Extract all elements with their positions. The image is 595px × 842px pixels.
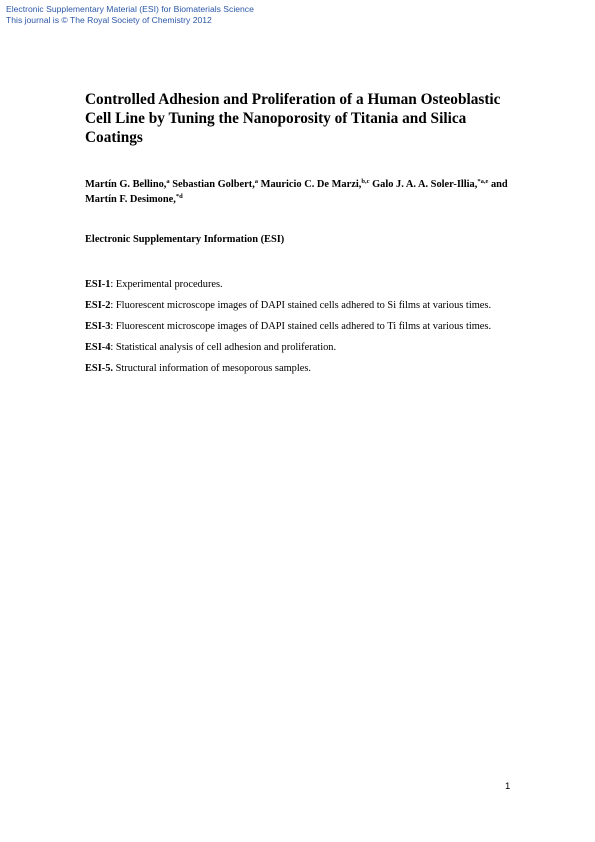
paper-title: Controlled Adhesion and Proliferation of a Human Osteoblastic Cell Line by Tuning the Nanoporosity of Titania and Silica Coatings xyxy=(85,91,501,146)
esi-heading: Electronic Supplementary Information (ESI) xyxy=(85,234,285,245)
esi-item xyxy=(85,358,511,379)
esi-item-label: ESI-4 xyxy=(85,342,111,353)
journal-header-note xyxy=(6,4,254,25)
esi-list xyxy=(85,274,511,379)
esi-item-text: Structural information of mesoporous samples. xyxy=(113,363,311,374)
esi-item xyxy=(85,316,511,337)
author-name: and Martín F. Desimone, xyxy=(85,179,508,205)
author-name: Galo J. A. A. Soler-Illia, xyxy=(369,179,478,190)
author-name: Sebastian Golbert, xyxy=(169,179,255,190)
esi-item-text: : Statistical analysis of cell adhesion and proliferation. xyxy=(110,342,337,353)
author-affiliation: a xyxy=(254,178,259,185)
header-note-line-2: This journal is © The Royal Society of Chemistry 2012 xyxy=(6,14,212,25)
page-number: 1 xyxy=(505,781,511,792)
esi-item xyxy=(85,295,511,316)
author-list xyxy=(85,177,511,207)
esi-item-text: : Fluorescent microscope images of DAPI stained cells adhered to Si films at various times. xyxy=(110,300,492,311)
esi-item-label: ESI-3 xyxy=(85,321,111,332)
esi-item xyxy=(85,274,511,295)
author-affiliation: *d xyxy=(175,193,183,200)
esi-item xyxy=(85,337,511,358)
esi-item-label: ESI-5. xyxy=(85,363,114,374)
esi-item-text: : Fluorescent microscope images of DAPI stained cells adhered to Ti films at various times. xyxy=(110,321,492,332)
header-note-line-1: Electronic Supplementary Material (ESI) for Biomaterials Science xyxy=(6,4,254,14)
author-affiliation: *a,e xyxy=(477,178,489,185)
document-body xyxy=(85,90,511,379)
author-affiliation: b,c xyxy=(361,178,370,185)
author-affiliation: a xyxy=(166,178,170,185)
esi-item-label: ESI-2 xyxy=(85,300,111,311)
author-name: Martín G. Bellino, xyxy=(85,179,167,190)
author-name: Mauricio C. De Marzi, xyxy=(258,179,362,190)
esi-item-text: : Experimental procedures. xyxy=(110,279,223,290)
esi-item-label: ESI-1 xyxy=(85,279,111,290)
